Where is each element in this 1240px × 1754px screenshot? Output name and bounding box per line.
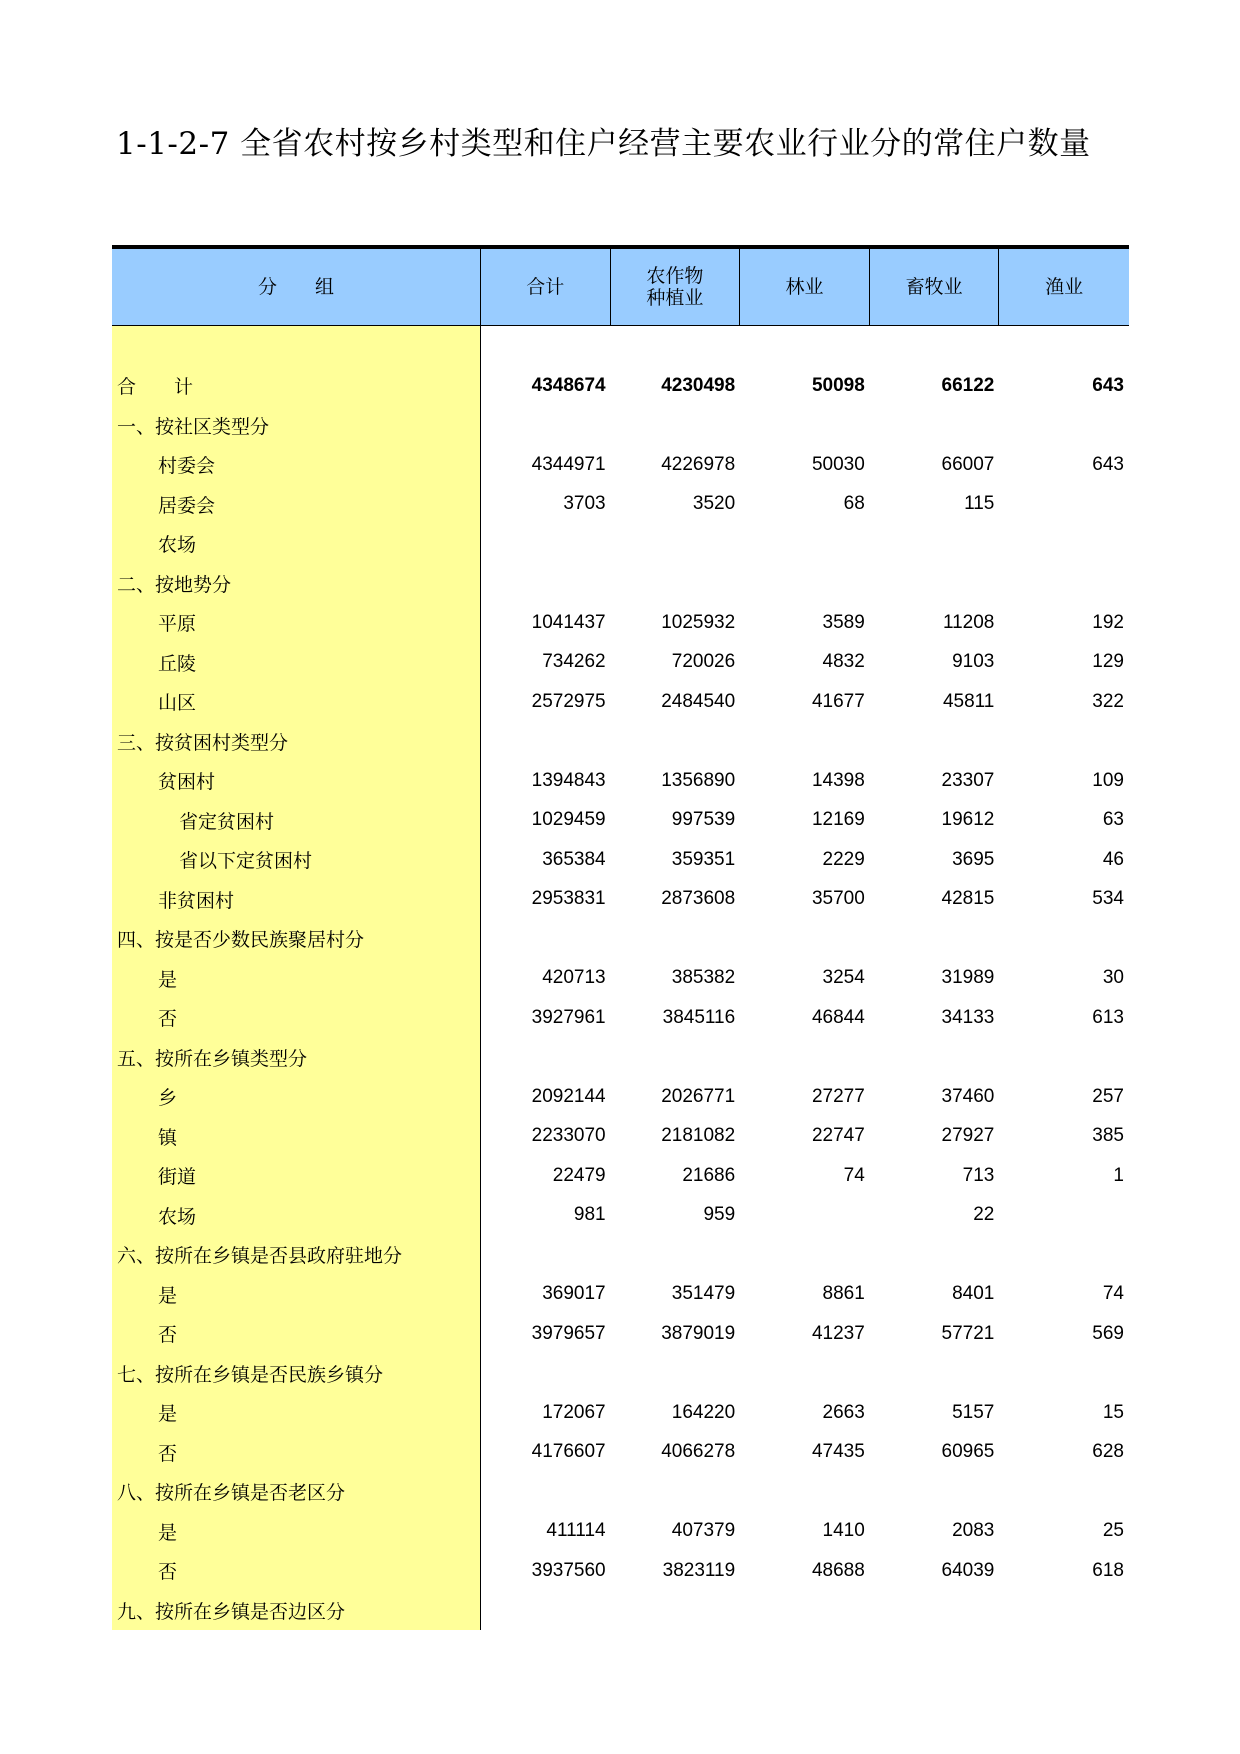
row-label: 街道	[112, 1156, 481, 1196]
row-value: 66007	[941, 453, 995, 475]
row-value: 66122	[941, 374, 995, 396]
row-label: 九、按所在乡镇是否边区分	[112, 1591, 481, 1631]
row-value: 420713	[542, 967, 606, 989]
row-value: 2572975	[531, 690, 606, 712]
row-value: 959	[703, 1204, 736, 1226]
row-value: 5157	[952, 1401, 995, 1423]
row-value: 3927961	[531, 1006, 606, 1028]
row-value: 21686	[682, 1164, 736, 1186]
row-value: 41677	[811, 690, 865, 712]
row-label: 农场	[112, 524, 481, 564]
row-label: 乡	[112, 1077, 481, 1117]
row-value: 2663	[822, 1401, 865, 1423]
row-value: 1410	[822, 1520, 865, 1542]
table-row	[112, 1314, 1129, 1354]
row-label: 是	[112, 959, 481, 999]
row-label: 省以下定贫困村	[112, 840, 481, 880]
row-value: 35700	[811, 888, 865, 910]
row-value: 46844	[811, 1006, 865, 1028]
table-row	[112, 366, 1129, 406]
row-value: 569	[1092, 1322, 1124, 1344]
row-value: 4226978	[661, 453, 736, 475]
row-label: 是	[112, 1393, 481, 1433]
row-value: 192	[1092, 611, 1124, 633]
row-value: 3823119	[662, 1559, 736, 1581]
row-value: 628	[1092, 1441, 1124, 1463]
row-label: 合 计	[112, 366, 481, 406]
row-value: 2181082	[661, 1125, 736, 1147]
row-value: 720026	[671, 651, 736, 673]
row-value: 359351	[671, 848, 736, 870]
column-header-group: 分 组	[112, 249, 481, 325]
row-label: 农场	[112, 1196, 481, 1236]
row-label: 八、按所在乡镇是否老区分	[112, 1472, 481, 1512]
row-value: 997539	[671, 809, 736, 831]
row-value: 22479	[552, 1164, 606, 1186]
table-row	[112, 722, 1129, 762]
row-value: 351479	[671, 1283, 736, 1305]
row-value: 30	[1102, 967, 1124, 989]
table-row	[112, 840, 1129, 880]
row-value: 3520	[692, 493, 736, 515]
table-row	[112, 1472, 1129, 1512]
row-label: 否	[112, 998, 481, 1038]
row-value: 369017	[542, 1283, 606, 1305]
table-body	[112, 366, 1129, 1630]
row-value: 46	[1102, 848, 1124, 870]
row-value: 1025932	[661, 611, 736, 633]
row-value: 1041437	[531, 611, 606, 633]
row-value: 45811	[942, 690, 995, 712]
row-value: 3703	[563, 493, 606, 515]
row-value: 2873608	[661, 888, 736, 910]
row-value: 3979657	[531, 1322, 606, 1344]
row-value: 4066278	[661, 1441, 736, 1463]
row-label: 山区	[112, 682, 481, 722]
row-value: 4344971	[531, 453, 606, 475]
row-value: 15	[1102, 1401, 1124, 1423]
row-label: 贫困村	[112, 761, 481, 801]
table-row	[112, 485, 1129, 525]
row-value: 23307	[941, 769, 995, 791]
row-label: 三、按贫困村类型分	[112, 722, 481, 762]
row-value: 14398	[811, 769, 865, 791]
row-value: 25	[1102, 1520, 1124, 1542]
table-row	[112, 564, 1129, 604]
row-label: 丘陵	[112, 643, 481, 683]
row-value: 8861	[822, 1283, 865, 1305]
row-value: 4832	[822, 651, 865, 673]
table-row	[112, 1551, 1129, 1591]
row-value: 109	[1092, 769, 1124, 791]
row-value: 164220	[671, 1401, 736, 1423]
row-value: 115	[964, 493, 995, 515]
row-value: 2484540	[661, 690, 736, 712]
row-value: 9103	[952, 651, 995, 673]
row-value: 1029459	[531, 809, 606, 831]
row-value: 2092144	[531, 1085, 606, 1107]
row-value: 41237	[811, 1322, 865, 1344]
table-row	[112, 801, 1129, 841]
table-row	[112, 959, 1129, 999]
row-value: 4230498	[661, 374, 736, 396]
row-value: 3695	[952, 848, 995, 870]
row-value: 734262	[542, 651, 606, 673]
table-row	[112, 880, 1129, 920]
row-value: 50098	[811, 374, 865, 396]
row-value: 618	[1092, 1559, 1124, 1581]
row-value: 3845116	[662, 1006, 736, 1028]
row-value: 12169	[811, 809, 865, 831]
row-label: 镇	[112, 1117, 481, 1157]
row-value: 60965	[941, 1441, 995, 1463]
column-header-forestry: 林业	[740, 249, 870, 325]
table-row	[112, 761, 1129, 801]
row-value: 534	[1092, 888, 1124, 910]
row-value: 64039	[941, 1559, 995, 1581]
table-row	[112, 1512, 1129, 1552]
row-value: 3879019	[661, 1322, 736, 1344]
row-value: 47435	[811, 1441, 865, 1463]
row-value: 57721	[941, 1322, 995, 1344]
table-row	[112, 643, 1129, 683]
column-header-total: 合计	[481, 249, 611, 325]
row-value: 37460	[941, 1085, 995, 1107]
row-label: 五、按所在乡镇类型分	[112, 1038, 481, 1078]
row-value: 22747	[811, 1125, 865, 1147]
spacer-label-cell	[112, 326, 481, 366]
table-row	[112, 1393, 1129, 1433]
row-value: 981	[573, 1204, 606, 1226]
row-value: 74	[843, 1164, 865, 1186]
row-value: 172067	[542, 1401, 606, 1423]
row-value: 2233070	[531, 1125, 606, 1147]
row-value: 34133	[941, 1006, 995, 1028]
row-value: 1394843	[531, 769, 606, 791]
row-value: 365384	[542, 848, 606, 870]
table-spacer	[112, 326, 1129, 366]
row-label: 非贫困村	[112, 880, 481, 920]
table-row	[112, 1354, 1129, 1394]
row-label: 否	[112, 1551, 481, 1591]
column-header-crop: 农作物 种植业	[611, 249, 741, 325]
table-row	[112, 1196, 1129, 1236]
data-table	[112, 245, 1129, 1630]
row-value: 48688	[811, 1559, 865, 1581]
table-row	[112, 524, 1129, 564]
row-value: 322	[1092, 690, 1124, 712]
table-row	[112, 1275, 1129, 1315]
page-title: 1-1-2-7 全省农村按乡村类型和住户经营主要农业行业分的常住户数量	[116, 126, 1091, 162]
table-row	[112, 1156, 1129, 1196]
row-value: 4176607	[531, 1441, 606, 1463]
row-label: 省定贫困村	[112, 801, 481, 841]
row-label: 七、按所在乡镇是否民族乡镇分	[112, 1354, 481, 1394]
row-value: 4348674	[531, 374, 606, 396]
row-value: 1356890	[661, 769, 736, 791]
row-value: 613	[1092, 1006, 1124, 1028]
table-row	[112, 1433, 1129, 1473]
row-label: 否	[112, 1314, 481, 1354]
row-value: 63	[1102, 809, 1124, 831]
row-value: 22	[973, 1204, 995, 1226]
row-value: 411114	[546, 1520, 606, 1542]
table-row	[112, 603, 1129, 643]
table-row	[112, 1117, 1129, 1157]
table-row	[112, 919, 1129, 959]
row-value: 407379	[671, 1520, 736, 1542]
table-row	[112, 1038, 1129, 1078]
table-row	[112, 1077, 1129, 1117]
row-value: 2953831	[531, 888, 606, 910]
row-value: 68	[843, 493, 865, 515]
row-value: 385	[1092, 1125, 1124, 1147]
row-value: 42815	[941, 888, 995, 910]
row-value: 643	[1092, 374, 1124, 396]
row-label: 一、按社区类型分	[112, 406, 481, 446]
row-value: 2026771	[661, 1085, 736, 1107]
row-value: 257	[1092, 1085, 1124, 1107]
table-row	[112, 682, 1129, 722]
row-value: 713	[962, 1164, 995, 1186]
row-label: 是	[112, 1512, 481, 1552]
row-label: 六、按所在乡镇是否县政府驻地分	[112, 1235, 481, 1275]
row-value: 1	[1113, 1164, 1124, 1186]
table-row	[112, 1235, 1129, 1275]
row-value: 385382	[671, 967, 736, 989]
table-row	[112, 998, 1129, 1038]
column-header-fishery: 渔业	[1045, 276, 1084, 298]
row-label: 村委会	[112, 445, 481, 485]
table-row	[112, 1591, 1129, 1631]
row-value: 27277	[811, 1085, 865, 1107]
row-label: 否	[112, 1433, 481, 1473]
row-value: 129	[1092, 651, 1124, 673]
row-label: 是	[112, 1275, 481, 1315]
row-value: 19612	[941, 809, 995, 831]
row-value: 50030	[811, 453, 865, 475]
table-row	[112, 445, 1129, 485]
row-value: 2229	[822, 848, 865, 870]
table-row	[112, 406, 1129, 446]
row-value: 74	[1102, 1283, 1124, 1305]
row-label: 居委会	[112, 485, 481, 525]
row-value: 31989	[941, 967, 995, 989]
row-value: 3589	[822, 611, 865, 633]
row-value: 8401	[952, 1283, 995, 1305]
row-label: 四、按是否少数民族聚居村分	[112, 919, 481, 959]
table-header	[112, 249, 1129, 326]
row-value: 11208	[942, 611, 995, 633]
row-value: 2083	[952, 1520, 995, 1542]
row-value: 27927	[941, 1125, 995, 1147]
row-value: 643	[1092, 453, 1124, 475]
row-value: 3254	[822, 967, 865, 989]
row-label: 平原	[112, 603, 481, 643]
row-label: 二、按地势分	[112, 564, 481, 604]
column-header-livestock: 畜牧业	[870, 249, 1000, 325]
row-value: 3937560	[531, 1559, 606, 1581]
